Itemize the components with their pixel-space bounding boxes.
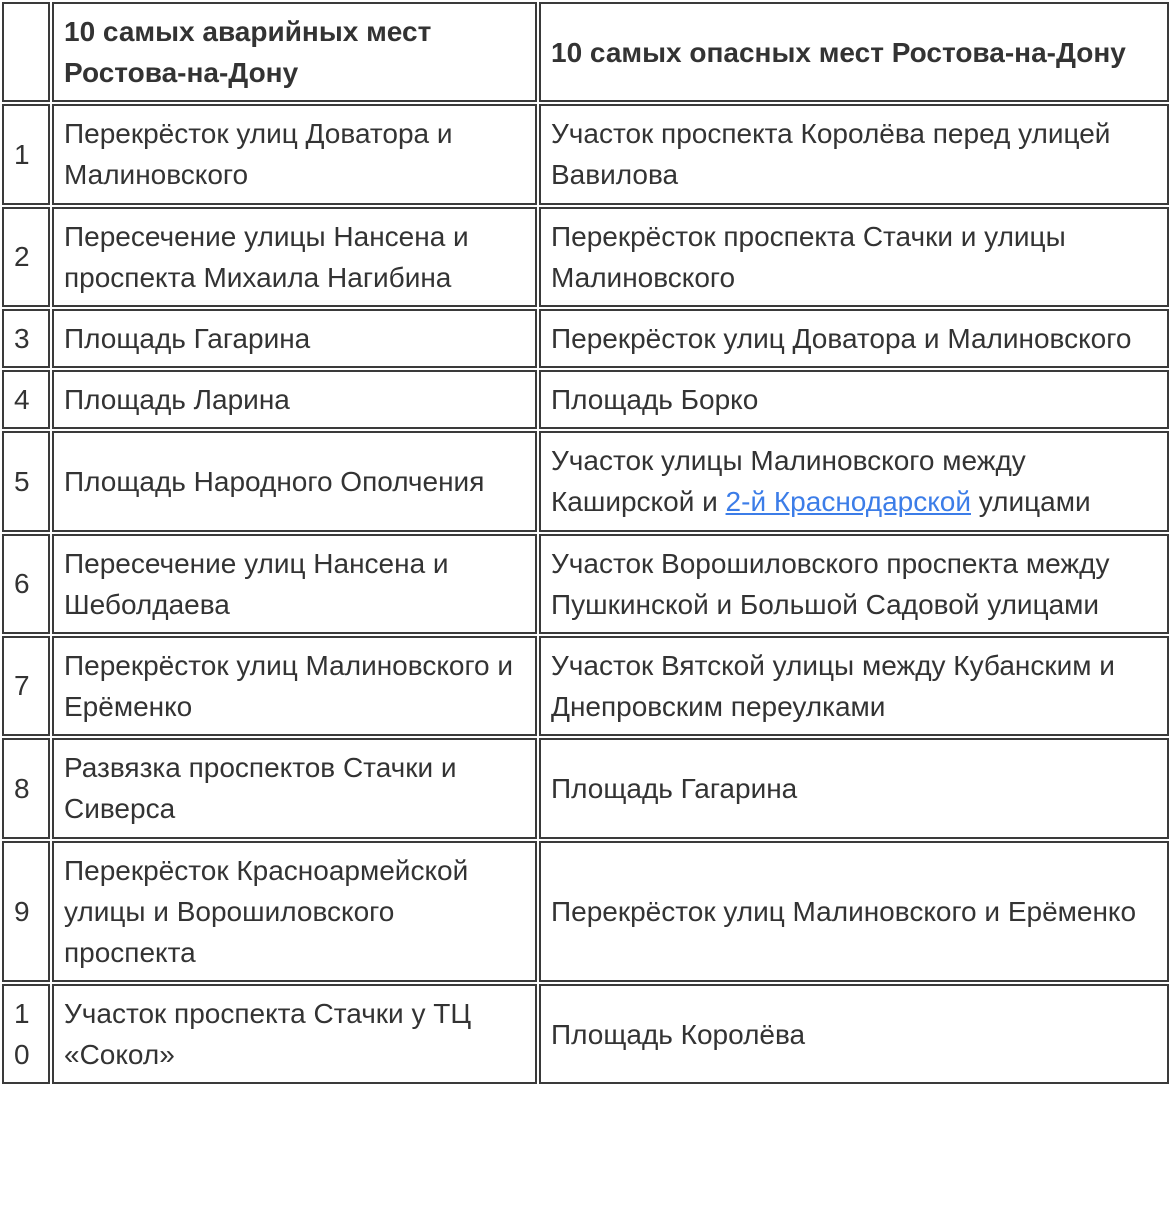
- header-row: [2, 2, 1169, 102]
- table-row: [2, 984, 1169, 1084]
- table-row: [2, 370, 1169, 429]
- danger-place-cell: Участок проспекта Королёва перед улицей Вавилова: [539, 104, 1169, 204]
- table-row: [2, 309, 1169, 368]
- krasnodarskaya-street-link[interactable]: 2-й Краснодарской: [725, 486, 971, 518]
- accident-place-cell: Пересечение улиц Нансена и Шеболдаева: [52, 534, 537, 634]
- table-row: [2, 841, 1169, 982]
- corner-header-cell: [2, 2, 50, 102]
- accident-place-cell: Площадь Ларина: [52, 370, 537, 429]
- danger-text-prefix: Участок улицы Малиновского между Каширской и: [551, 445, 1026, 518]
- danger-text-suffix: улицами: [971, 486, 1091, 518]
- row-number-cell: 5: [2, 431, 50, 531]
- accident-place-cell: Пересечение улицы Нансена и проспекта Михаила Нагибина: [52, 207, 537, 307]
- danger-place-cell: Участок Вятской улицы между Кубанским и Днепровским переулками: [539, 636, 1169, 736]
- danger-place-cell: Участок Ворошиловского проспекта между Пушкинской и Большой Садовой улицами: [539, 534, 1169, 634]
- danger-place-cell: [539, 431, 1169, 531]
- danger-place-cell: Перекрёсток проспекта Стачки и улицы Малиновского: [539, 207, 1169, 307]
- danger-place-cell: Площадь Борко: [539, 370, 1169, 429]
- table-row: [2, 207, 1169, 307]
- accident-place-cell: Перекрёсток улиц Малиновского и Ерёменко: [52, 636, 537, 736]
- row-number-cell: 2: [2, 207, 50, 307]
- table-row: [2, 738, 1169, 838]
- row-number-cell: 3: [2, 309, 50, 368]
- row-number-cell: 1: [2, 104, 50, 204]
- danger-place-cell: Перекрёсток улиц Малиновского и Ерёменко: [539, 841, 1169, 982]
- table-row: [2, 104, 1169, 204]
- accident-place-cell: Участок проспекта Стачки у ТЦ «Сокол»: [52, 984, 537, 1084]
- accident-place-cell: Перекрёсток Красноармейской улицы и Ворошиловского проспекта: [52, 841, 537, 982]
- accident-place-cell: Площадь Народного Ополчения: [52, 431, 537, 531]
- accident-place-cell: Развязка проспектов Стачки и Сиверса: [52, 738, 537, 838]
- accident-places-header: 10 самых аварийных мест Ростова-на-Дону: [52, 2, 537, 102]
- row-number-cell: 7: [2, 636, 50, 736]
- accident-place-cell: Перекрёсток улиц Доватора и Малиновского: [52, 104, 537, 204]
- table-row: [2, 534, 1169, 634]
- row-number-cell: 10: [2, 984, 50, 1084]
- accident-place-cell: Площадь Гагарина: [52, 309, 537, 368]
- danger-place-cell: Перекрёсток улиц Доватора и Малиновского: [539, 309, 1169, 368]
- table-row: [2, 636, 1169, 736]
- row-number-cell: 9: [2, 841, 50, 982]
- table-row: [2, 431, 1169, 531]
- danger-places-header: 10 самых опасных мест Ростова-на-Дону: [539, 2, 1169, 102]
- row-number-cell: 4: [2, 370, 50, 429]
- danger-place-cell: Площадь Королёва: [539, 984, 1169, 1084]
- row-number-cell: 8: [2, 738, 50, 838]
- row-number-cell: 6: [2, 534, 50, 634]
- danger-place-cell: Площадь Гагарина: [539, 738, 1169, 838]
